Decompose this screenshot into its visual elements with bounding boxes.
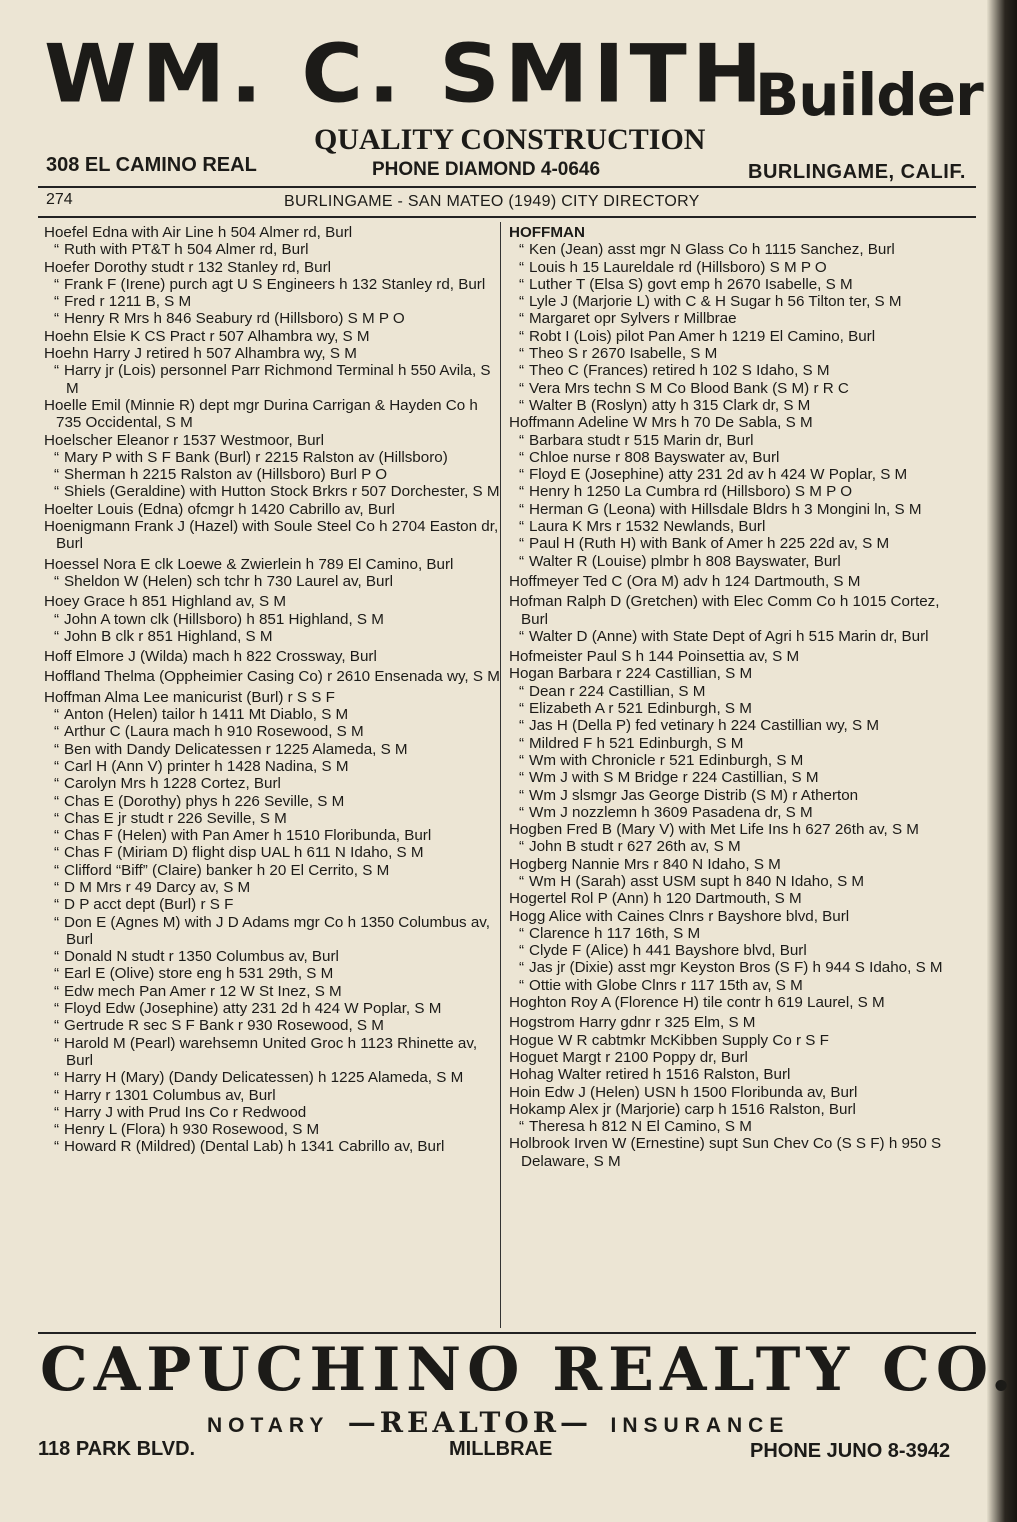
realty-city: MILLBRAE [449,1438,553,1460]
directory-entry: “ Clyde F (Alice) h 441 Bayshore blvd, Burl [509,942,967,959]
directory-entry: “ Margaret opr Sylvers r Millbrae [509,310,967,327]
realty-services [207,1406,789,1439]
directory-entry: “ Earl E (Olive) store eng h 531 29th, S M [44,965,502,982]
realty-realtor: —REALTOR— [347,1406,593,1439]
directory-entry: “ Henry R Mrs h 846 Seabury rd (Hillsboro) S M P O [44,310,502,327]
directory-entry: “ Edw mech Pan Amer r 12 W St Inez, S M [44,983,502,1000]
builder-city: BURLINGAME, CALIF. [748,161,966,183]
directory-entry: “ Arthur C (Laura mach h 910 Rosewood, S M [44,723,502,740]
directory-entry: Hoehn Elsie K CS Pract r 507 Alhambra wy, S M [44,327,370,345]
directory-entry: Hoin Edw J (Helen) USN h 1500 Floribunda av, Burl [509,1083,858,1101]
directory-entry: “ Clarence h 117 16th, S M [509,925,967,942]
directory-entry: “ Ben with Dandy Delicatessen r 1225 Alameda, S M [44,741,502,758]
directory-entry: Hoghton Roy A (Florence H) tile contr h 619 Laurel, S M [509,994,885,1012]
directory-entry: Hoffmann Adeline W Mrs h 70 De Sabla, S M [509,414,813,432]
directory-entry: Hoff Elmore J (Wilda) mach h 822 Crossway, Burl [44,648,377,666]
directory-entry: Hofmeister Paul S h 144 Poinsettia av, S M [509,648,800,666]
directory-entry: Hogertel Rol P (Ann) h 120 Dartmouth, S M [509,890,802,908]
directory-entry: “ D M Mrs r 49 Darcy av, S M [44,879,502,896]
directory-entry: “ Donald N studt r 1350 Columbus av, Burl [44,948,502,965]
directory-entry: Hogben Fred B (Mary V) with Met Life Ins h 627 26th av, S M [509,821,919,839]
directory-entry: “ Theo C (Frances) retired h 102 S Idaho, S M [509,362,967,379]
directory-entry: “ Frank F (Irene) purch agt U S Engineers h 132 Stanley rd, Burl [44,276,502,293]
directory-entry: Hokamp Alex jr (Marjorie) carp h 1516 Ralston, Burl [509,1100,856,1118]
directory-entry: Hoenigmann Frank J (Hazel) with Soule Steel Co h 2704 Easton dr, Burl [44,518,499,553]
directory-entry: “ Harry jr (Lois) personnel Parr Richmond Terminal h 550 Avila, S M [44,362,502,397]
directory-entry: Hoelter Louis (Edna) ofcmgr h 1420 Cabrillo av, Burl [44,500,395,518]
directory-entry: “ Louis h 15 Laureldale rd (Hillsboro) S M P O [509,259,967,276]
directory-entry: Hoelle Emil (Minnie R) dept mgr Durina Carrigan & Hayden Co h 735 Occidental, S M [44,396,478,432]
directory-entry: “ Barbara studt r 515 Marin dr, Burl [509,432,967,449]
directory-entry: “ Walter D (Anne) with State Dept of Agri h 515 Marin dr, Burl [509,628,967,645]
directory-entry: “ Chas E jr studt r 226 Seville, S M [44,810,502,827]
directory-entry: “ Ken (Jean) asst mgr N Glass Co h 1115 Sanchez, Burl [509,241,967,258]
directory-entry: “ Elizabeth A r 521 Edinburgh, S M [509,700,967,717]
directory-entry: “ Ruth with PT&T h 504 Almer rd, Burl [44,241,502,258]
directory-entry: “ Mildred F h 521 Edinburgh, S M [509,735,967,752]
directory-entry: “ John B studt r 627 26th av, S M [509,838,967,855]
directory-entry: “ Henry h 1250 La Cumbra rd (Hillsboro) S M P O [509,483,967,500]
directory-entry: “ Wm J nozzlemn h 3609 Pasadena dr, S M [509,804,967,821]
directory-entry: Hohag Walter retired h 1516 Ralston, Burl [509,1066,791,1084]
directory-entry: “ John B clk r 851 Highland, S M [44,628,502,645]
realty-address: 118 PARK BLVD. [38,1438,196,1460]
directory-entry: “ Carl H (Ann V) printer h 1428 Nadina, S M [44,758,502,775]
directory-entry: “ Gertrude R sec S F Bank r 930 Rosewood, S M [44,1017,502,1034]
directory-entry: Hoehn Harry J retired h 507 Alhambra wy, S M [44,345,357,363]
page-binding-edge [987,0,1017,1522]
directory-entry: Hoffmeyer Ted C (Ora M) adv h 124 Dartmouth, S M [509,572,861,590]
directory-entry: “ Harry J with Prud Ins Co r Redwood [44,1104,502,1121]
directory-entry: Hogue W R cabtmkr McKibben Supply Co r S F [509,1031,829,1049]
directory-entry: “ Mary P with S F Bank (Burl) r 2215 Ralston av (Hillsboro) [44,449,502,466]
directory-entry: Hoessel Nora E clk Loewe & Zwierlein h 789 El Camino, Burl [44,555,454,573]
directory-entry: “ Clifford “Biff” (Claire) banker h 20 El Cerrito, S M [44,862,502,879]
directory-entry: “ Don E (Agnes M) with J D Adams mgr Co h 1350 Columbus av, Burl [44,914,502,949]
directory-entry: “ Lyle J (Marjorie L) with C & H Sugar h 56 Tilton ter, S M [509,293,967,310]
directory-entry: “ Wm with Chronicle r 521 Edinburgh, S M [509,752,967,769]
directory-entry: “ Chas E (Dorothy) phys h 226 Seville, S M [44,793,502,810]
directory-entry: “ Robt I (Lois) pilot Pan Amer h 1219 El Camino, Burl [509,328,967,345]
running-title: BURLINGAME - SAN MATEO (1949) CITY DIRECTORY [284,193,700,210]
directory-entry: Holbrook Irven W (Ernestine) supt Sun Chev Co (S S F) h 950 S Delaware, S M [509,1135,942,1170]
section-heading: HOFFMAN [509,224,585,241]
directory-entry: “ Walter R (Louise) plmbr h 808 Bayswater, Burl [509,553,967,570]
directory-entry: “ Harold M (Pearl) warehsemn United Groc h 1123 Rhinette av, Burl [44,1035,502,1070]
page-number: 274 [46,191,73,208]
realty-insurance: INSURANCE [610,1414,790,1437]
directory-entry: Hoffman Alma Lee manicurist (Burl) r S S F [44,688,335,706]
directory-entry: “ Fred r 1211 B, S M [44,293,502,310]
directory-entry: “ Floyd E (Josephine) atty 231 2d av h 424 W Poplar, S M [509,466,967,483]
builder-address: 308 EL CAMINO REAL [46,154,257,176]
directory-entry: “ Paul H (Ruth H) with Bank of Amer h 225 22d av, S M [509,535,967,552]
directory-entry: “ Luther T (Elsa S) govt emp h 2670 Isabelle, S M [509,276,967,293]
directory-entry: Hoefer Dorothy studt r 132 Stanley rd, Burl [44,258,332,276]
directory-entry: Hogan Barbara r 224 Castillian, S M [509,665,753,683]
directory-column-left [44,224,502,1156]
directory-entry: “ Walter B (Roslyn) atty h 315 Clark dr, S M [509,397,967,414]
directory-entry: “ D P acct dept (Burl) r S F [44,896,502,913]
directory-entry: “ Dean r 224 Castillian, S M [509,683,967,700]
directory-entry: “ Ottie with Globe Clnrs r 117 15th av, S M [509,977,967,994]
realty-phone: PHONE JUNO 8-3942 [750,1440,951,1462]
directory-entry: “ Wm H (Sarah) asst USM supt h 840 N Idaho, S M [509,873,967,890]
directory-entry: “ Harry H (Mary) (Dandy Delicatessen) h 1225 Alameda, S M [44,1069,502,1086]
directory-entry: Hogg Alice with Caines Clnrs r Bayshore blvd, Burl [509,907,850,925]
directory-entry: “ John A town clk (Hillsboro) h 851 Highland, S M [44,611,502,628]
directory-entry: “ Shiels (Geraldine) with Hutton Stock Brkrs r 507 Dorchester, S M [44,483,502,500]
realty-notary: NOTARY [207,1414,330,1437]
directory-entry: “ Harry r 1301 Columbus av, Burl [44,1087,502,1104]
directory-entry: “ Sherman h 2215 Ralston av (Hillsboro) Burl P O [44,466,502,483]
directory-entry: “ Carolyn Mrs h 1228 Cortez, Burl [44,775,502,792]
directory-entry: “ Wm J with S M Bridge r 224 Castillian, S M [509,769,967,786]
directory-entry: “ Theo S r 2670 Isabelle, S M [509,345,967,362]
directory-entry: “ Floyd Edw (Josephine) atty 231 2d h 424 W Poplar, S M [44,1000,502,1017]
directory-entry: Hoelscher Eleanor r 1537 Westmoor, Burl [44,431,324,449]
directory-entry: Hoey Grace h 851 Highland av, S M [44,593,286,611]
directory-entry: “ Chloe nurse r 808 Bayswater av, Burl [509,449,967,466]
builder-name: WM. C. SMITH [44,27,768,121]
directory-entry: Hogstrom Harry gdnr r 325 Elm, S M [509,1014,756,1032]
directory-column-right [509,224,967,1170]
column-divider [500,222,501,1328]
directory-entry: “ Chas F (Miriam D) flight disp UAL h 611 N Idaho, S M [44,844,502,861]
directory-entry: Hogberg Nannie Mrs r 840 N Idaho, S M [509,855,781,873]
builder-advertisement [0,0,1017,190]
directory-entry: “ Jas H (Della P) fed vetinary h 224 Castillian wy, S M [509,717,967,734]
directory-entry: “ Henry L (Flora) h 930 Rosewood, S M [44,1121,502,1138]
directory-entry: Hoffland Thelma (Oppheimier Casing Co) r 2610 Ensenada wy, S M [44,668,500,686]
footer-rule [38,1332,976,1334]
directory-entry: “ Laura K Mrs r 1532 Newlands, Burl [509,518,967,535]
directory-entry: “ Anton (Helen) tailor h 1411 Mt Diablo, S M [44,706,502,723]
directory-entry: “ Vera Mrs techn S M Co Blood Bank (S M) r R C [509,380,967,397]
directory-entry: Hoguet Margt r 2100 Poppy dr, Burl [509,1048,748,1066]
directory-entry: “ Sheldon W (Helen) sch tchr h 730 Laurel av, Burl [44,573,502,590]
directory-entry: Hofman Ralph D (Gretchen) with Elec Comm Co h 1015 Cortez, Burl [509,593,940,628]
directory-entry: “ Jas jr (Dixie) asst mgr Keyston Bros (S F) h 944 S Idaho, S M [509,959,967,976]
top-rule [38,186,976,188]
directory-entry: “ Howard R (Mildred) (Dental Lab) h 1341 Cabrillo av, Burl [44,1138,502,1155]
directory-entry: Hoefel Edna with Air Line h 504 Almer rd, Burl [44,224,353,241]
directory-entry: “ Theresa h 812 N El Camino, S M [509,1118,967,1135]
directory-entry: “ Herman G (Leona) with Hillsdale Bldrs h 3 Mongini ln, S M [509,501,967,518]
directory-entry: “ Chas F (Helen) with Pan Amer h 1510 Floribunda, Burl [44,827,502,844]
builder-tagline: QUALITY CONSTRUCTION [314,123,706,156]
directory-entry: “ Wm J slsmgr Jas George Distrib (S M) r Atherton [509,787,967,804]
builder-word: Builder [755,61,983,129]
header-rule [38,216,976,218]
realty-name: CAPUCHINO REALTY CO. [40,1335,1017,1405]
builder-phone: PHONE DIAMOND 4-0646 [372,159,601,180]
